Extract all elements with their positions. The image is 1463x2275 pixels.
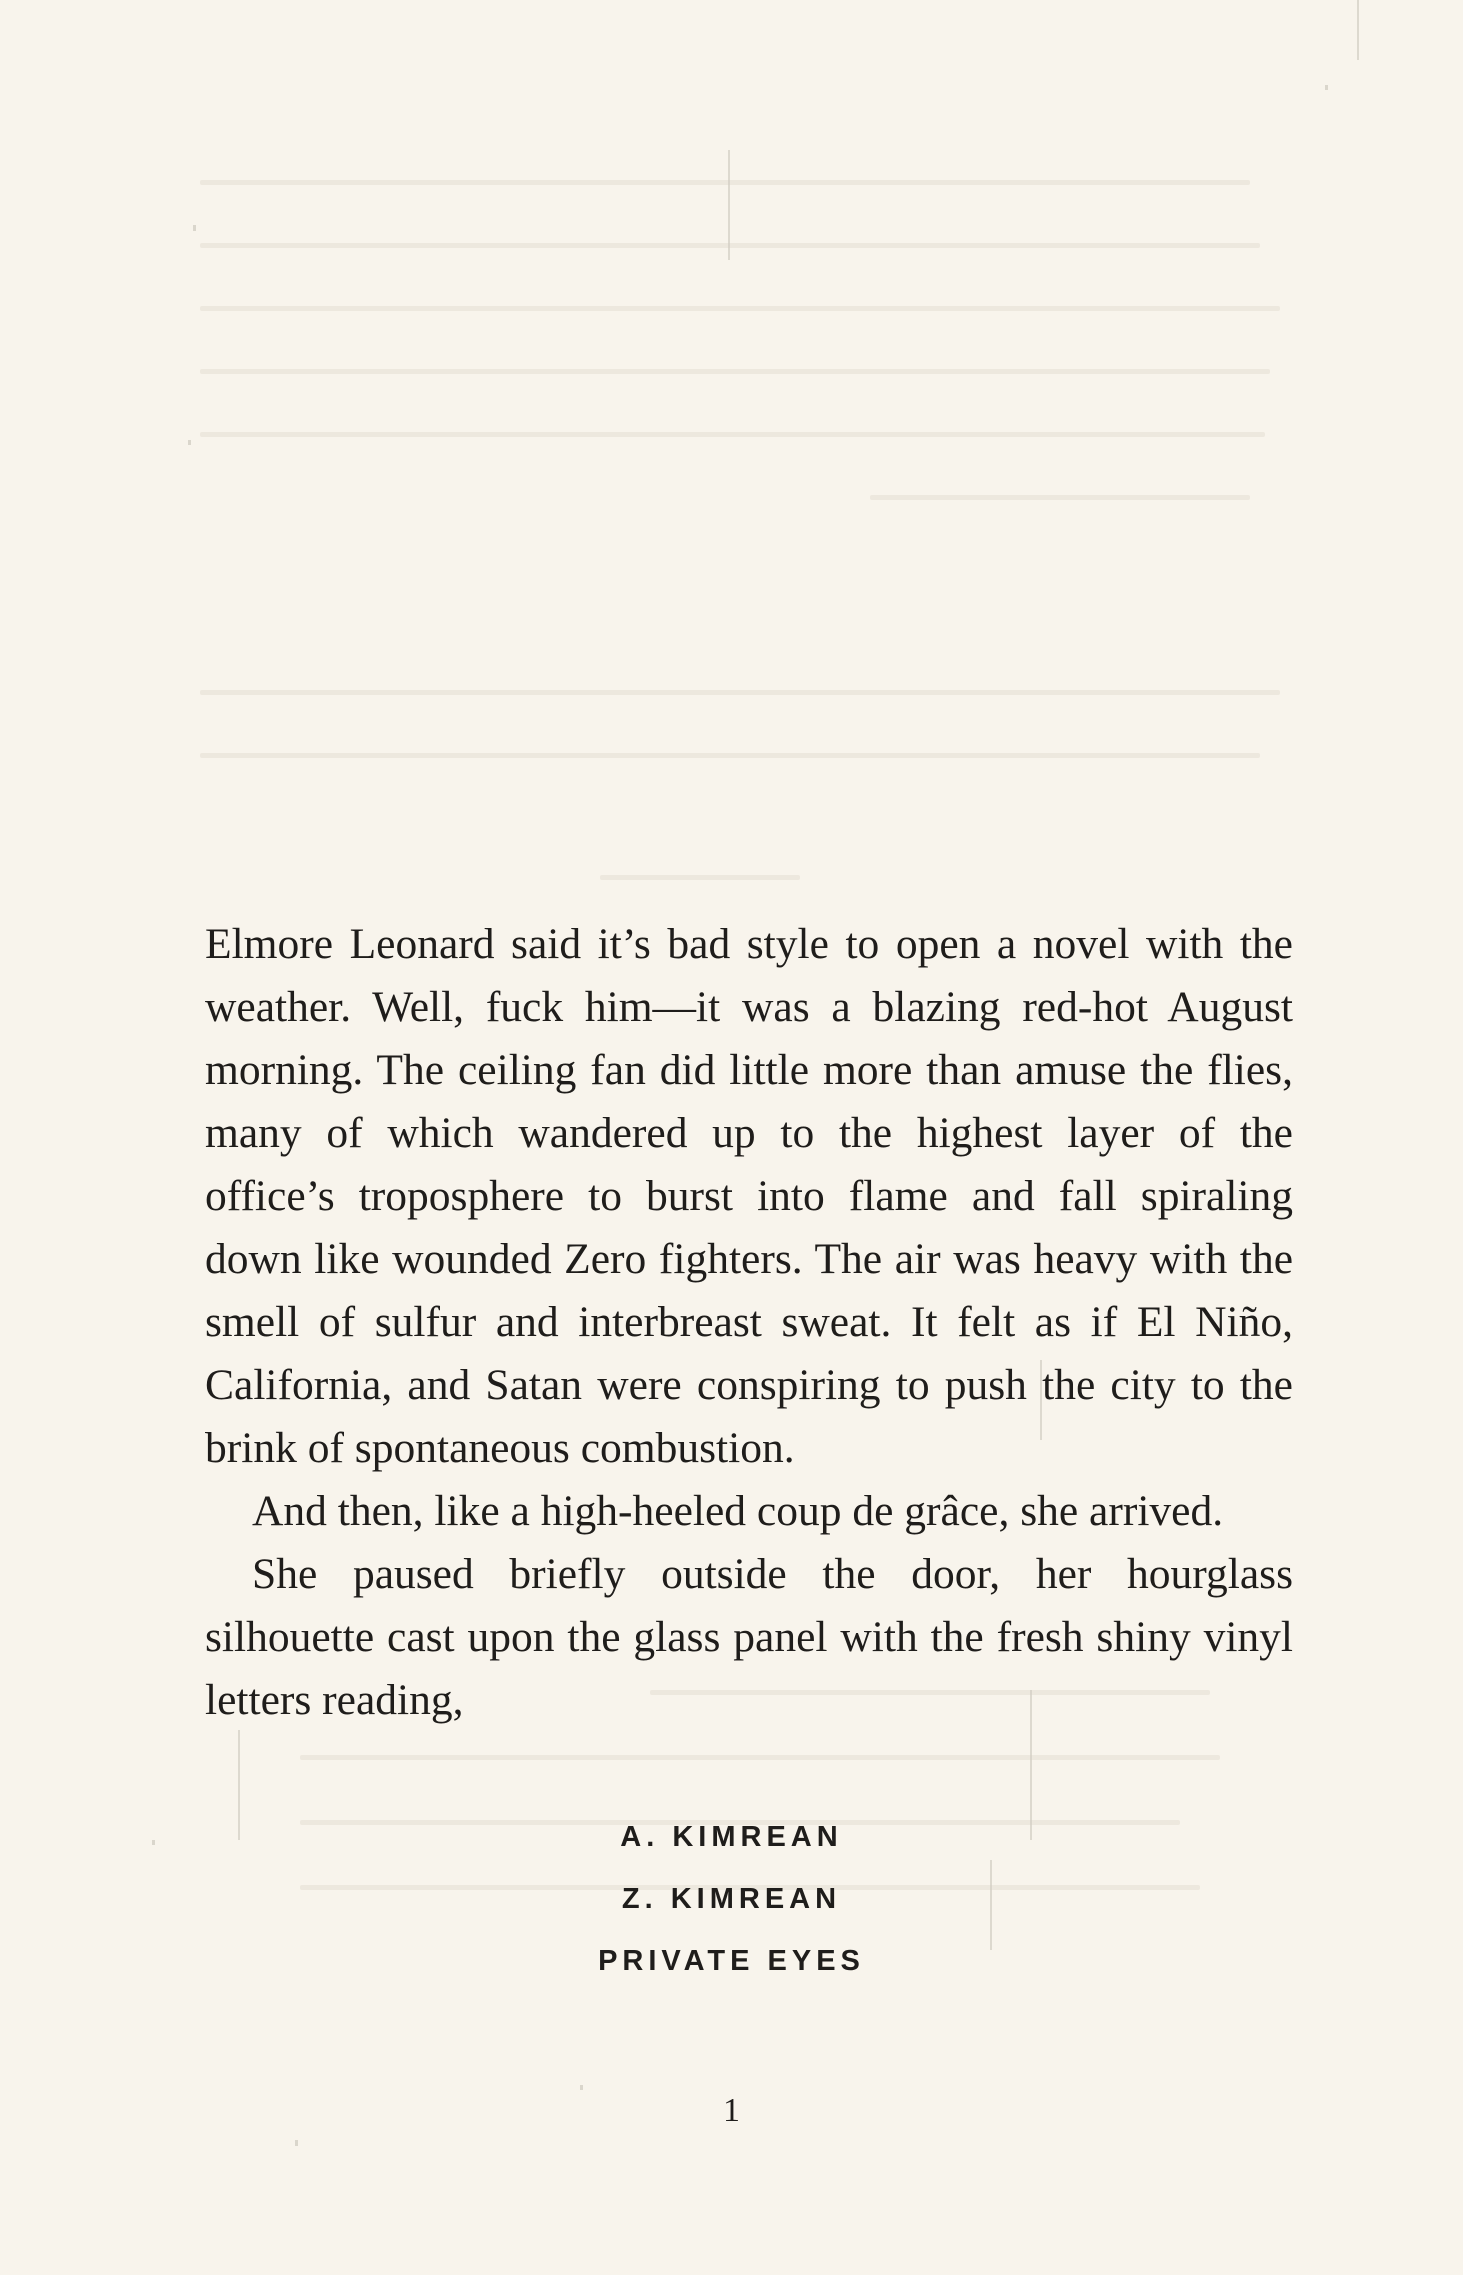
door-sign-line-2: Z. KIMREAN — [621, 1883, 842, 1915]
door-sign-line-1: A. KIMREAN — [620, 1821, 843, 1853]
page-number: 1 — [723, 2092, 740, 2129]
door-sign — [0, 1806, 1463, 1992]
paragraph-opening: Elmore Leonard said it’s bad style to open a novel with the weather. Well, fuck him—it was a blazing red-hot August morning. The ceiling fan did little more than amuse the flies, many of which wandered up to the highest layer of the office’s troposphere to burst into flame and fall spiraling down like wounded Zero fighters. The air was heavy with the smell of sulfur and interbreast sweat. It felt as if El Niño, California, and Satan were conspiring to push the city to the brink of spontaneous combustion. — [205, 920, 1293, 1472]
body-text — [205, 913, 1293, 1732]
door-sign-line-3: PRIVATE EYES — [598, 1945, 865, 1977]
paragraph-arrival: And then, like a high-heeled coup de grâce, she arrived. — [252, 1487, 1224, 1535]
paragraph-door: She paused briefly outside the door, her hourglass silhouette cast upon the glass panel with the fresh shiny vinyl letters reading, — [205, 1550, 1293, 1724]
